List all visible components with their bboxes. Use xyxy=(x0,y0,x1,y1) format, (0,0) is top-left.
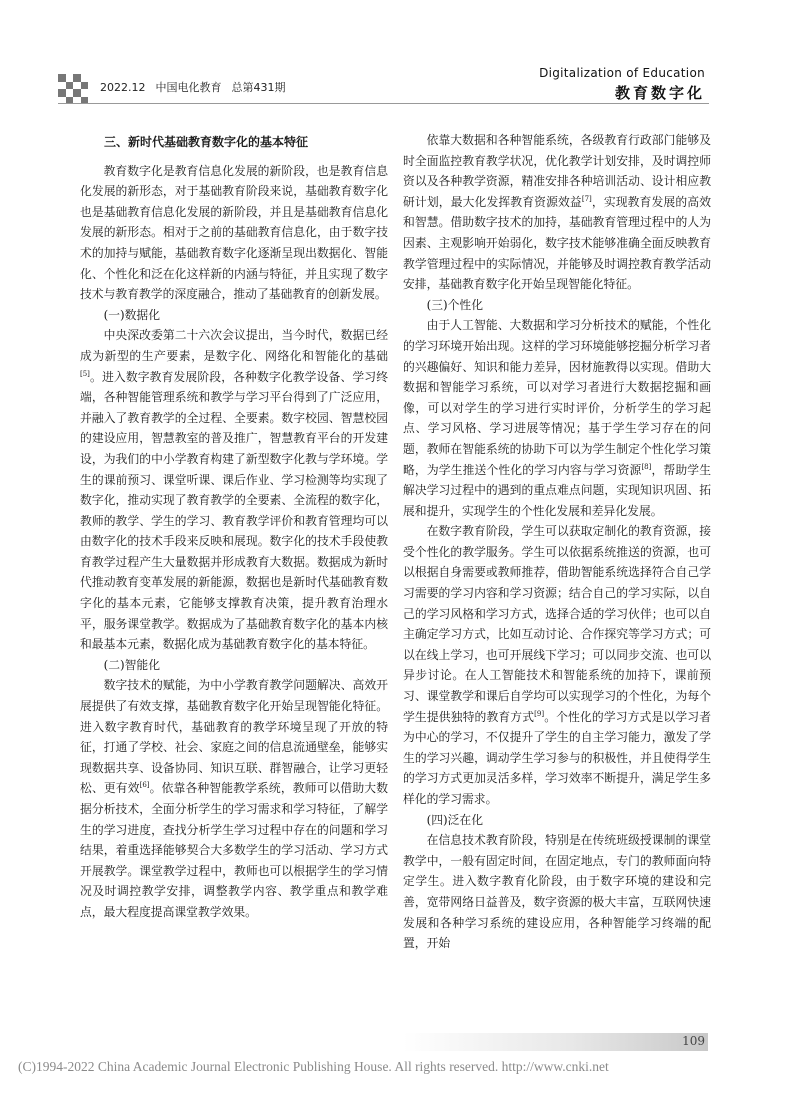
subheading: (三)个性化 xyxy=(426,297,483,312)
paragraph: 在数字教育阶段，学生可以获取定制化的教育资源，接受个性化的教学服务。学生可以依据系统推送的资源，也可以根据自身需要或教师推荐，借助智能系统选择符合自己学习需要的学习内容和学习资源；结合自己的学习实际，以自己的学习风格和学习方式，选择合适的学习伙伴；也可以自主确定学习方式，比如互动讨论、合作探究等学习方式；可以在线上学习，也可开展线下学习；可以同步交流、也可以异步讨论。在人工智能技术和智能系统的加持下，课前预习、课堂教学和课后自学均可以实现学习的个性化，为每个学生提供独特的教育方式[9]。个性化的学习方式是以学习者为中心的学习，不仅提升了学生的自主学习能力，激发了学生的学习兴趣，调动学生学习参与的积极性，并且使得学生的学习方式更加灵活多样，学习效率不断提升，满足学生多样化的学习需求。 xyxy=(403,524,711,806)
subheading: (一)数据化 xyxy=(103,307,160,322)
left-column xyxy=(80,130,388,923)
running-header-left xyxy=(100,79,286,95)
section-heading: 三、新时代基础教育数字化的基本特征 xyxy=(104,135,309,149)
copyright-notice: (C)1994-2022 China Academic Journal Electronic Publishing House. All rights reserved. http://www.cnki.net xyxy=(18,1059,609,1074)
citation-ref: [8] xyxy=(641,462,652,471)
journal-name: 中国电化教育 xyxy=(155,81,222,94)
paragraph: 数字技术的赋能，为中小学教育教学问题解决、高效开展提供了有效支撑，基础教育数字化开始呈现智能化特征。进入数字教育时代，基础教育的教学环境呈现了开放的特征，打通了学校、社会、家庭之间的信息流通壁垒，能够实现数据共享、设备协同、知识互联、群智融合，让学习更轻松、更有效[6]。依靠各种智能教学系统，教师可以借助大数据分析技术，全面分析学生的学习需求和学习特征，了解学生的学习进度，查找分析学生学习过程中存在的问题和学习结果，着重选择能够契合大多数学生的学习活动、学习方式开展教学。课堂教学过程中，教师也可以根据学生的学习情况及时调控教学安排，调整教学内容、教学重点和教学难点，最大程度提高课堂教学效果。 xyxy=(80,678,388,919)
paragraph: 中央深改委第二十六次会议提出，当今时代，数据已经成为新型的生产要素，是数字化、网络化和智能化的基础[5]。进入数字教育发展阶段，各种数字化教学设备、学习终端，各种智能管理系统和教学与学习平台得到了广泛应用，并融入了教育教学的全过程、全要素。数字校园、智慧校园的建设应用，智慧教室的普及推广，智慧教育平台的开发建设，为我们的中小学教育构建了新型数字化教与学环境。学生的课前预习、课堂听课、课后作业、学习检测等均实现了数字化，推动实现了教育教学的全要素、全流程的数字化，教师的教学、学生的学习、教育教学评价和教育管理均可以由数字化的技术手段来反映和展现。数字化的技术手段使教育教学过程产生大量数据并形成教育大数据。数据成为新时代推动教育变革发展的新能源，数据也是新时代基础教育数字化的基本元素，它能够支撑教育决策，提升教育治理水平，服务课堂教学。数据成为了基础教育数字化的基本内核和最基本元素，数据化成为基础教育数字化的基本特征。 xyxy=(80,328,388,652)
page-number-bar xyxy=(403,1033,708,1051)
running-header-right xyxy=(539,66,705,103)
section-title-en: Digitalization of Education xyxy=(539,66,705,80)
citation-ref: [5] xyxy=(80,369,90,378)
subheading: (四)泛在化 xyxy=(426,812,483,827)
citation-ref: [7] xyxy=(581,194,592,203)
total-issue: 总第431期 xyxy=(231,81,286,94)
paragraph: 依靠大数据和各种智能系统，各级教育行政部门能够及时全面监控教育教学状况，优化教学计划安排，及时调控师资以及各种教学资源，精准安排各种培训活动、设计相应教研计划，最大化发挥教育资源效益[7]，实现教育发展的高效和智慧。借助数字技术的加持，基础教育管理过程中的人为因素、主观影响开始弱化，数字技术能够准确全面反映教育教学管理过程中的实际情况，并能够及时调控教育教学活动安排，基础教育数字化开始呈现智能化特征。 xyxy=(403,133,711,292)
citation-ref: [6] xyxy=(139,781,150,790)
page-number: 109 xyxy=(682,1034,705,1048)
paragraph: 在信息技术教育阶段，特别是在传统班级授课制的课堂教学中，一般有固定时间，在固定地点，专门的教师面向特定学生。进入数字教育化阶段，由于数字环境的建设和完善，宽带网络日益普及，数字资源的极大丰富，互联网快速发展和各种学习系统的建设应用，各种智能学习终端的配置，开始 xyxy=(403,833,711,951)
right-column xyxy=(403,130,711,954)
paragraph: 教育数字化是教育信息化发展的新阶段，也是教育信息化发展的新形态，对于基础教育阶段来说，基础教育数字化也是基础教育信息化发展的新阶段，并且是基础教育信息化发展的新形态。相对于之前的基础教育信息化，由于数字技术的加持与赋能，基础教育数字化逐渐呈现出数据化、智能化、个性化和泛在化这样新的内涵与特征，并且实现了数字技术与教育教学的深度融合，推动了基础教育的创新发展。 xyxy=(80,163,388,302)
issue-date: 2022.12 xyxy=(100,80,146,94)
paragraph: 由于人工智能、大数据和学习分析技术的赋能，个性化的学习环境开始出现。这样的学习环境能够挖掘分析学习者的兴趣偏好、知识和能力差异，因材施教得以实现。借助大数据和智能学习系统，可以对学习者进行大数据挖掘和画像，可以对学生的学习进行实时评价，分析学生的学习起点、学习风格、学习进展等情况；基于学生学习存在的问题，教师在智能系统的协助下可以为学生制定个性化学习策略，为学生推送个性化的学习内容与学习资源[8]，帮助学生解决学习过程中的遇到的重点难点问题，实现知识巩固、拓展和提升，实现学生的个性化发展和差异化发展。 xyxy=(403,318,711,518)
header-logo-mark xyxy=(58,74,88,104)
subheading: (二)智能化 xyxy=(103,657,160,672)
section-title-cn: 教育数字化 xyxy=(614,84,705,102)
header-divider xyxy=(58,103,709,104)
citation-ref: [9] xyxy=(534,709,545,718)
